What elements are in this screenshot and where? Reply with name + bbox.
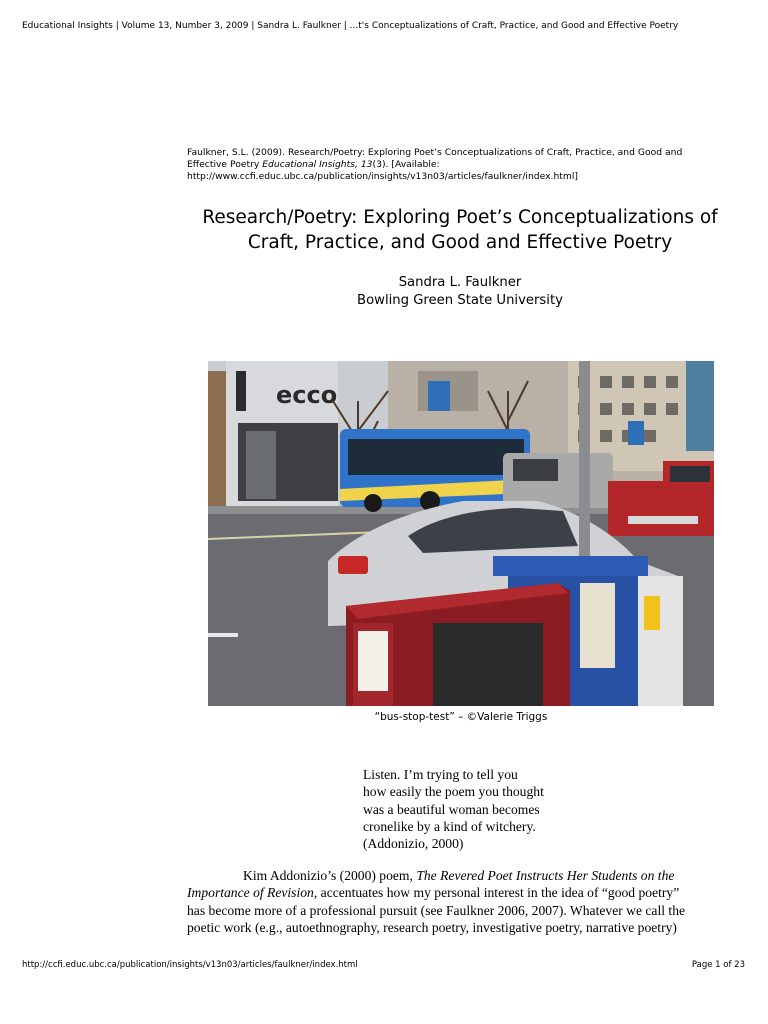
body-text: has become more of a professional pursuit (see Faulkner 2006, 2007). Whatever we call the xyxy=(187,902,686,918)
title-line: Craft, Practice, and Good and Effective Poetry xyxy=(247,232,673,253)
page-number: Page 1 of 23 xyxy=(691,960,745,970)
street-photo xyxy=(208,361,714,706)
author-block xyxy=(180,274,740,310)
epigraph-line: was a beautiful woman becomes xyxy=(363,801,540,817)
epigraph-line: cronelike by a kind of witchery. xyxy=(363,818,536,834)
author-affiliation: Bowling Green State University xyxy=(357,293,563,308)
poem-title: The Revered Poet Instructs Her Students on the xyxy=(416,868,675,883)
running-head: Educational Insights | Volume 13, Number 3, 2009 | Sandra L. Faulkner | ...t's Conceptualizations of Craft, Practice, and Good and Effective Poetry xyxy=(22,21,679,31)
article-title xyxy=(180,205,740,255)
body-text: poetic work (e.g., autoethnography, research poetry, investigative poetry, narrative poetry) xyxy=(187,919,677,935)
citation-journal: Educational Insights, 13 xyxy=(262,159,373,170)
author-name: Sandra L. Faulkner xyxy=(398,275,522,290)
epigraph-line: how easily the poem you thought xyxy=(363,784,544,800)
figure-caption: “bus-stop-test” – ©Valerie Triggs xyxy=(374,711,548,723)
epigraph-line: Listen. I’m trying to tell you xyxy=(363,767,518,782)
body-paragraph xyxy=(187,867,735,936)
body-text: Kim Addonizio’s (2000) poem, xyxy=(243,868,417,883)
store-logo: ecco xyxy=(276,381,338,409)
citation-text: (3). [Available: xyxy=(372,159,440,170)
citation xyxy=(187,147,687,183)
epigraph xyxy=(363,766,544,852)
poem-title: Importance of Revision xyxy=(187,885,314,901)
body-text: , accentuates how my personal interest in the idea of “good poetry” xyxy=(313,885,680,901)
footer-url: http://ccfi.educ.ubc.ca/publication/insights/v13n03/articles/faulkner/index.html xyxy=(22,960,358,970)
epigraph-citation: (Addonizio, 2000) xyxy=(363,836,464,852)
citation-url: http://www.ccfi.educ.ubc.ca/publication/insights/v13n03/articles/faulkner/index.html] xyxy=(187,171,578,182)
citation-text: Faulkner, S.L. (2009). Research/Poetry: Exploring Poet’s Conceptualizations of Craft, Practice, and Good and xyxy=(187,147,683,158)
citation-text: Effective Poetry xyxy=(187,159,263,170)
title-line: Research/Poetry: Exploring Poet’s Conceptualizations of xyxy=(202,207,718,228)
